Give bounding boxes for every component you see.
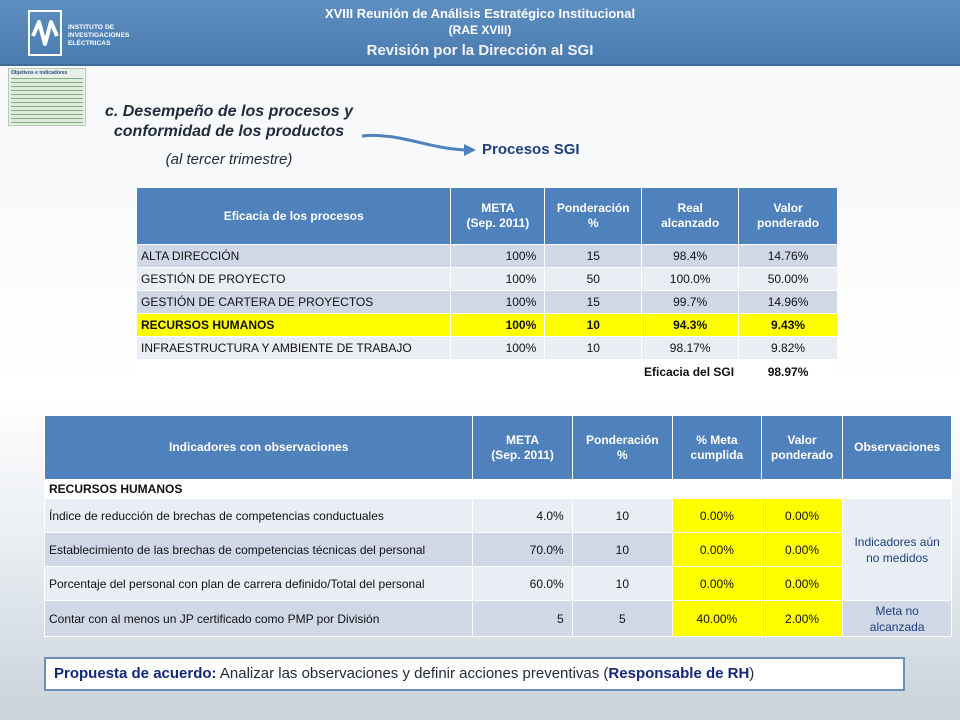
indicadores-table: [44, 415, 952, 637]
cumplida-cell: 40.00%: [672, 601, 761, 637]
col-header: Real alcanzado: [642, 188, 739, 245]
indicator-name: Contar con al menos un JP certificado como PMP por División: [45, 601, 473, 637]
col-header: Ponderación %: [572, 416, 672, 480]
meta-cell: 4.0%: [473, 499, 572, 533]
col-header: Indicadores con observaciones: [45, 416, 473, 480]
eficacia-table: [136, 187, 838, 384]
cumplida-cell: 0.00%: [672, 533, 761, 567]
table-row: [137, 337, 838, 360]
pond-cell: 15: [545, 291, 642, 314]
pond-cell: 50: [545, 268, 642, 291]
proposal-text: Analizar las observaciones y definir acciones preventivas (: [216, 665, 609, 682]
real-cell: 94.3%: [642, 314, 739, 337]
proposal-responsible: Responsable de RH: [608, 665, 750, 682]
real-cell: 98.17%: [642, 337, 739, 360]
valor-cell: 50.00%: [739, 268, 838, 291]
valor-cell: 0.00%: [761, 499, 843, 533]
valor-cell: 9.82%: [739, 337, 838, 360]
total-row: [137, 360, 838, 384]
valor-cell: 14.96%: [739, 291, 838, 314]
table-row: [137, 291, 838, 314]
meta-cell: 100%: [451, 314, 545, 337]
slide-header: [0, 0, 960, 66]
curved-arrow-icon: [360, 128, 480, 158]
real-cell: 99.7%: [642, 291, 739, 314]
pond-cell: 10: [545, 337, 642, 360]
pond-cell: 15: [545, 245, 642, 268]
total-value: 98.97%: [739, 360, 838, 384]
process-name: RECURSOS HUMANOS: [137, 314, 451, 337]
col-header: Observaciones: [843, 416, 952, 480]
real-cell: 98.4%: [642, 245, 739, 268]
valor-cell: 2.00%: [761, 601, 843, 637]
valor-cell: 0.00%: [761, 533, 843, 567]
meta-cell: 5: [473, 601, 572, 637]
meta-cell: 100%: [451, 268, 545, 291]
table-row: [137, 245, 838, 268]
valor-cell: 9.43%: [739, 314, 838, 337]
col-header: META (Sep. 2011): [451, 188, 545, 245]
cumplida-cell: 0.00%: [672, 499, 761, 533]
header-line-3: Revisión por la Dirección al SGI: [366, 42, 594, 59]
meta-cell: 70.0%: [473, 533, 572, 567]
col-header: META (Sep. 2011): [473, 416, 572, 480]
process-name: INFRAESTRUCTURA Y AMBIENTE DE TRABAJO: [137, 337, 451, 360]
group-label: RECURSOS HUMANOS: [45, 480, 843, 499]
col-header: Valor ponderado: [739, 188, 838, 245]
pond-cell: 10: [572, 499, 672, 533]
indicator-name: Índice de reducción de brechas de competencias conductuales: [45, 499, 473, 533]
table-header-row: [45, 416, 952, 480]
meta-cell: 100%: [451, 291, 545, 314]
col-header: Ponderación %: [545, 188, 642, 245]
col-header: Valor ponderado: [761, 416, 843, 480]
valor-cell: 0.00%: [761, 567, 843, 601]
process-name: GESTIÓN DE CARTERA DE PROYECTOS: [137, 291, 451, 314]
col-header: % Meta cumplida: [672, 416, 761, 480]
pond-cell: 10: [545, 314, 642, 337]
thumbnail-title: Objetivos e indicadores: [11, 70, 68, 76]
proposal-label: Propuesta de acuerdo:: [54, 665, 217, 682]
indicator-name: Porcentaje del personal con plan de carrera definido/Total del personal: [45, 567, 473, 601]
real-cell: 100.0%: [642, 268, 739, 291]
table-row: [45, 601, 952, 637]
table-row: [45, 499, 952, 533]
table-header-row: [137, 188, 838, 245]
table-row: [137, 268, 838, 291]
process-name: ALTA DIRECCIÓN: [137, 245, 451, 268]
procesos-sgi-label: Procesos SGI: [482, 141, 580, 158]
meta-cell: 100%: [451, 245, 545, 268]
observation-cell: Meta no alcanzada: [843, 601, 952, 637]
pond-cell: 10: [572, 533, 672, 567]
col-header: Eficacia de los procesos: [137, 188, 451, 245]
table-row: [45, 567, 952, 601]
table-row-highlighted: [137, 314, 838, 337]
thumbnail-lines: [11, 78, 83, 124]
meta-cell: 100%: [451, 337, 545, 360]
pond-cell: 5: [572, 601, 672, 637]
empty-cell: [137, 360, 451, 384]
pond-cell: 10: [572, 567, 672, 601]
logo-text: INSTITUTO DE INVESTIGACIONES ELÉCTRICAS: [68, 24, 130, 47]
meta-cell: 60.0%: [473, 567, 572, 601]
group-row: [45, 480, 952, 499]
table-row: [45, 533, 952, 567]
section-subtitle: (al tercer trimestre): [165, 151, 293, 168]
valor-cell: 14.76%: [739, 245, 838, 268]
header-line-2: (RAE XVIII): [448, 23, 512, 37]
empty-cell: [843, 480, 952, 499]
proposal-box: [44, 657, 905, 691]
header-line-1: XVIII Reunión de Análisis Estratégico Institucional: [324, 6, 636, 21]
indicator-name: Establecimiento de las brechas de competencias técnicas del personal: [45, 533, 473, 567]
proposal-text-end: ): [749, 665, 755, 682]
process-name: GESTIÓN DE PROYECTO: [137, 268, 451, 291]
total-label: Eficacia del SGI: [451, 360, 739, 384]
thumbnail-preview: [8, 68, 86, 126]
section-title: c. Desempeño de los procesos y conformidad de los productos: [104, 103, 354, 140]
cumplida-cell: 0.00%: [672, 567, 761, 601]
observation-cell: Indicadores aún no medidos: [843, 499, 952, 601]
